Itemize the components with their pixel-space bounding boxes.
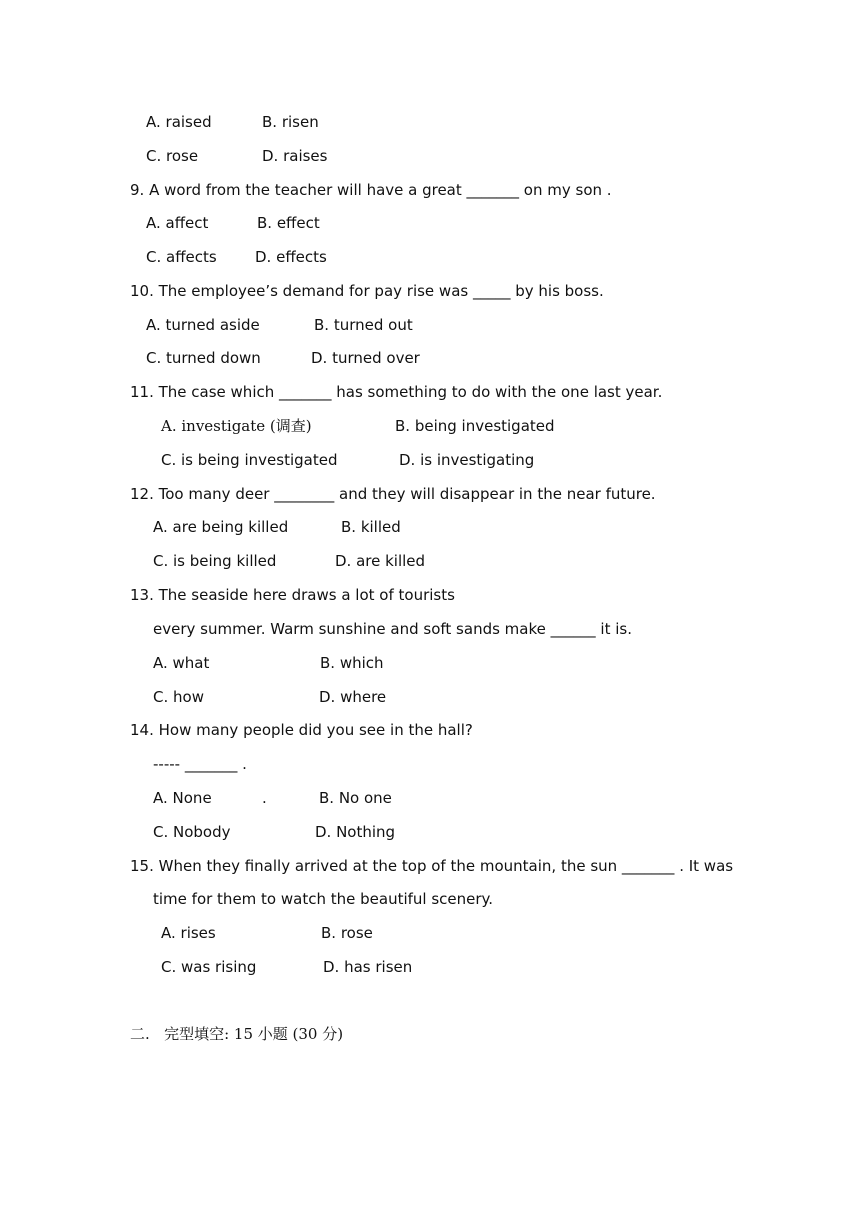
q11-option-c: C. is being investigated bbox=[161, 451, 338, 469]
q14-reply: ----- _______ . bbox=[153, 755, 247, 773]
q10-option-a: A. turned aside bbox=[146, 316, 260, 334]
q8-option-c: C. rose bbox=[146, 147, 199, 165]
section-2-heading: 二. 完型填空: 15 小题 (30 分) bbox=[130, 1025, 344, 1043]
q10-option-b: B. turned out bbox=[314, 316, 413, 334]
q8-option-a: A. raised bbox=[146, 113, 212, 131]
q13-option-b: B. which bbox=[320, 654, 384, 672]
q9-option-b: B. effect bbox=[257, 214, 320, 232]
q15-option-a: A. rises bbox=[161, 924, 216, 942]
q9-option-a: A. affect bbox=[146, 214, 209, 232]
q12-option-c: C. is being killed bbox=[153, 552, 277, 570]
q14-option-c: C. Nobody bbox=[153, 823, 231, 841]
q9-option-c: C. affects bbox=[146, 248, 217, 266]
q13-stem-line2: every summer. Warm sunshine and soft sands make ______ it is. bbox=[153, 620, 632, 638]
q13-option-d: D. where bbox=[319, 688, 387, 706]
q15-option-d: D. has risen bbox=[323, 958, 413, 976]
q9-option-d: D. effects bbox=[255, 248, 327, 266]
q10-stem: 10. The employee’s demand for pay rise was _____ by his boss. bbox=[130, 282, 604, 300]
q14-stray-dot: . bbox=[262, 789, 267, 807]
q13-option-a: A. what bbox=[153, 654, 210, 672]
q14-option-a: A. None bbox=[153, 789, 212, 807]
q13-option-c: C. how bbox=[153, 688, 204, 706]
q9-stem: 9. A word from the teacher will have a great _______ on my son . bbox=[130, 181, 612, 199]
q14-option-b: B. No one bbox=[319, 789, 392, 807]
q12-stem: 12. Too many deer ________ and they will disappear in the near future. bbox=[130, 485, 656, 503]
q11-stem: 11. The case which _______ has something to do with the one last year. bbox=[130, 383, 663, 401]
q10-option-c: C. turned down bbox=[146, 349, 261, 367]
q14-stem: 14. How many people did you see in the hall? bbox=[130, 721, 473, 739]
q15-option-c: C. was rising bbox=[161, 958, 257, 976]
q10-option-d: D. turned over bbox=[311, 349, 420, 367]
q11-option-a: A. investigate (调查) bbox=[161, 417, 312, 435]
q15-option-b: B. rose bbox=[321, 924, 373, 942]
q8-option-b: B. risen bbox=[262, 113, 319, 131]
q12-option-d: D. are killed bbox=[335, 552, 426, 570]
q15-stem-line1: 15. When they finally arrived at the top of the mountain, the sun _______ . It was bbox=[130, 857, 734, 875]
q8-option-d: D. raises bbox=[262, 147, 328, 165]
q14-option-d: D. Nothing bbox=[315, 823, 396, 841]
q12-option-b: B. killed bbox=[341, 518, 401, 536]
q11-option-d: D. is investigating bbox=[399, 451, 535, 469]
q11-option-b: B. being investigated bbox=[395, 417, 555, 435]
q12-option-a: A. are being killed bbox=[153, 518, 289, 536]
q13-stem-line1: 13. The seaside here draws a lot of tourists bbox=[130, 586, 455, 604]
q15-stem-line2: time for them to watch the beautiful scenery. bbox=[153, 890, 494, 908]
